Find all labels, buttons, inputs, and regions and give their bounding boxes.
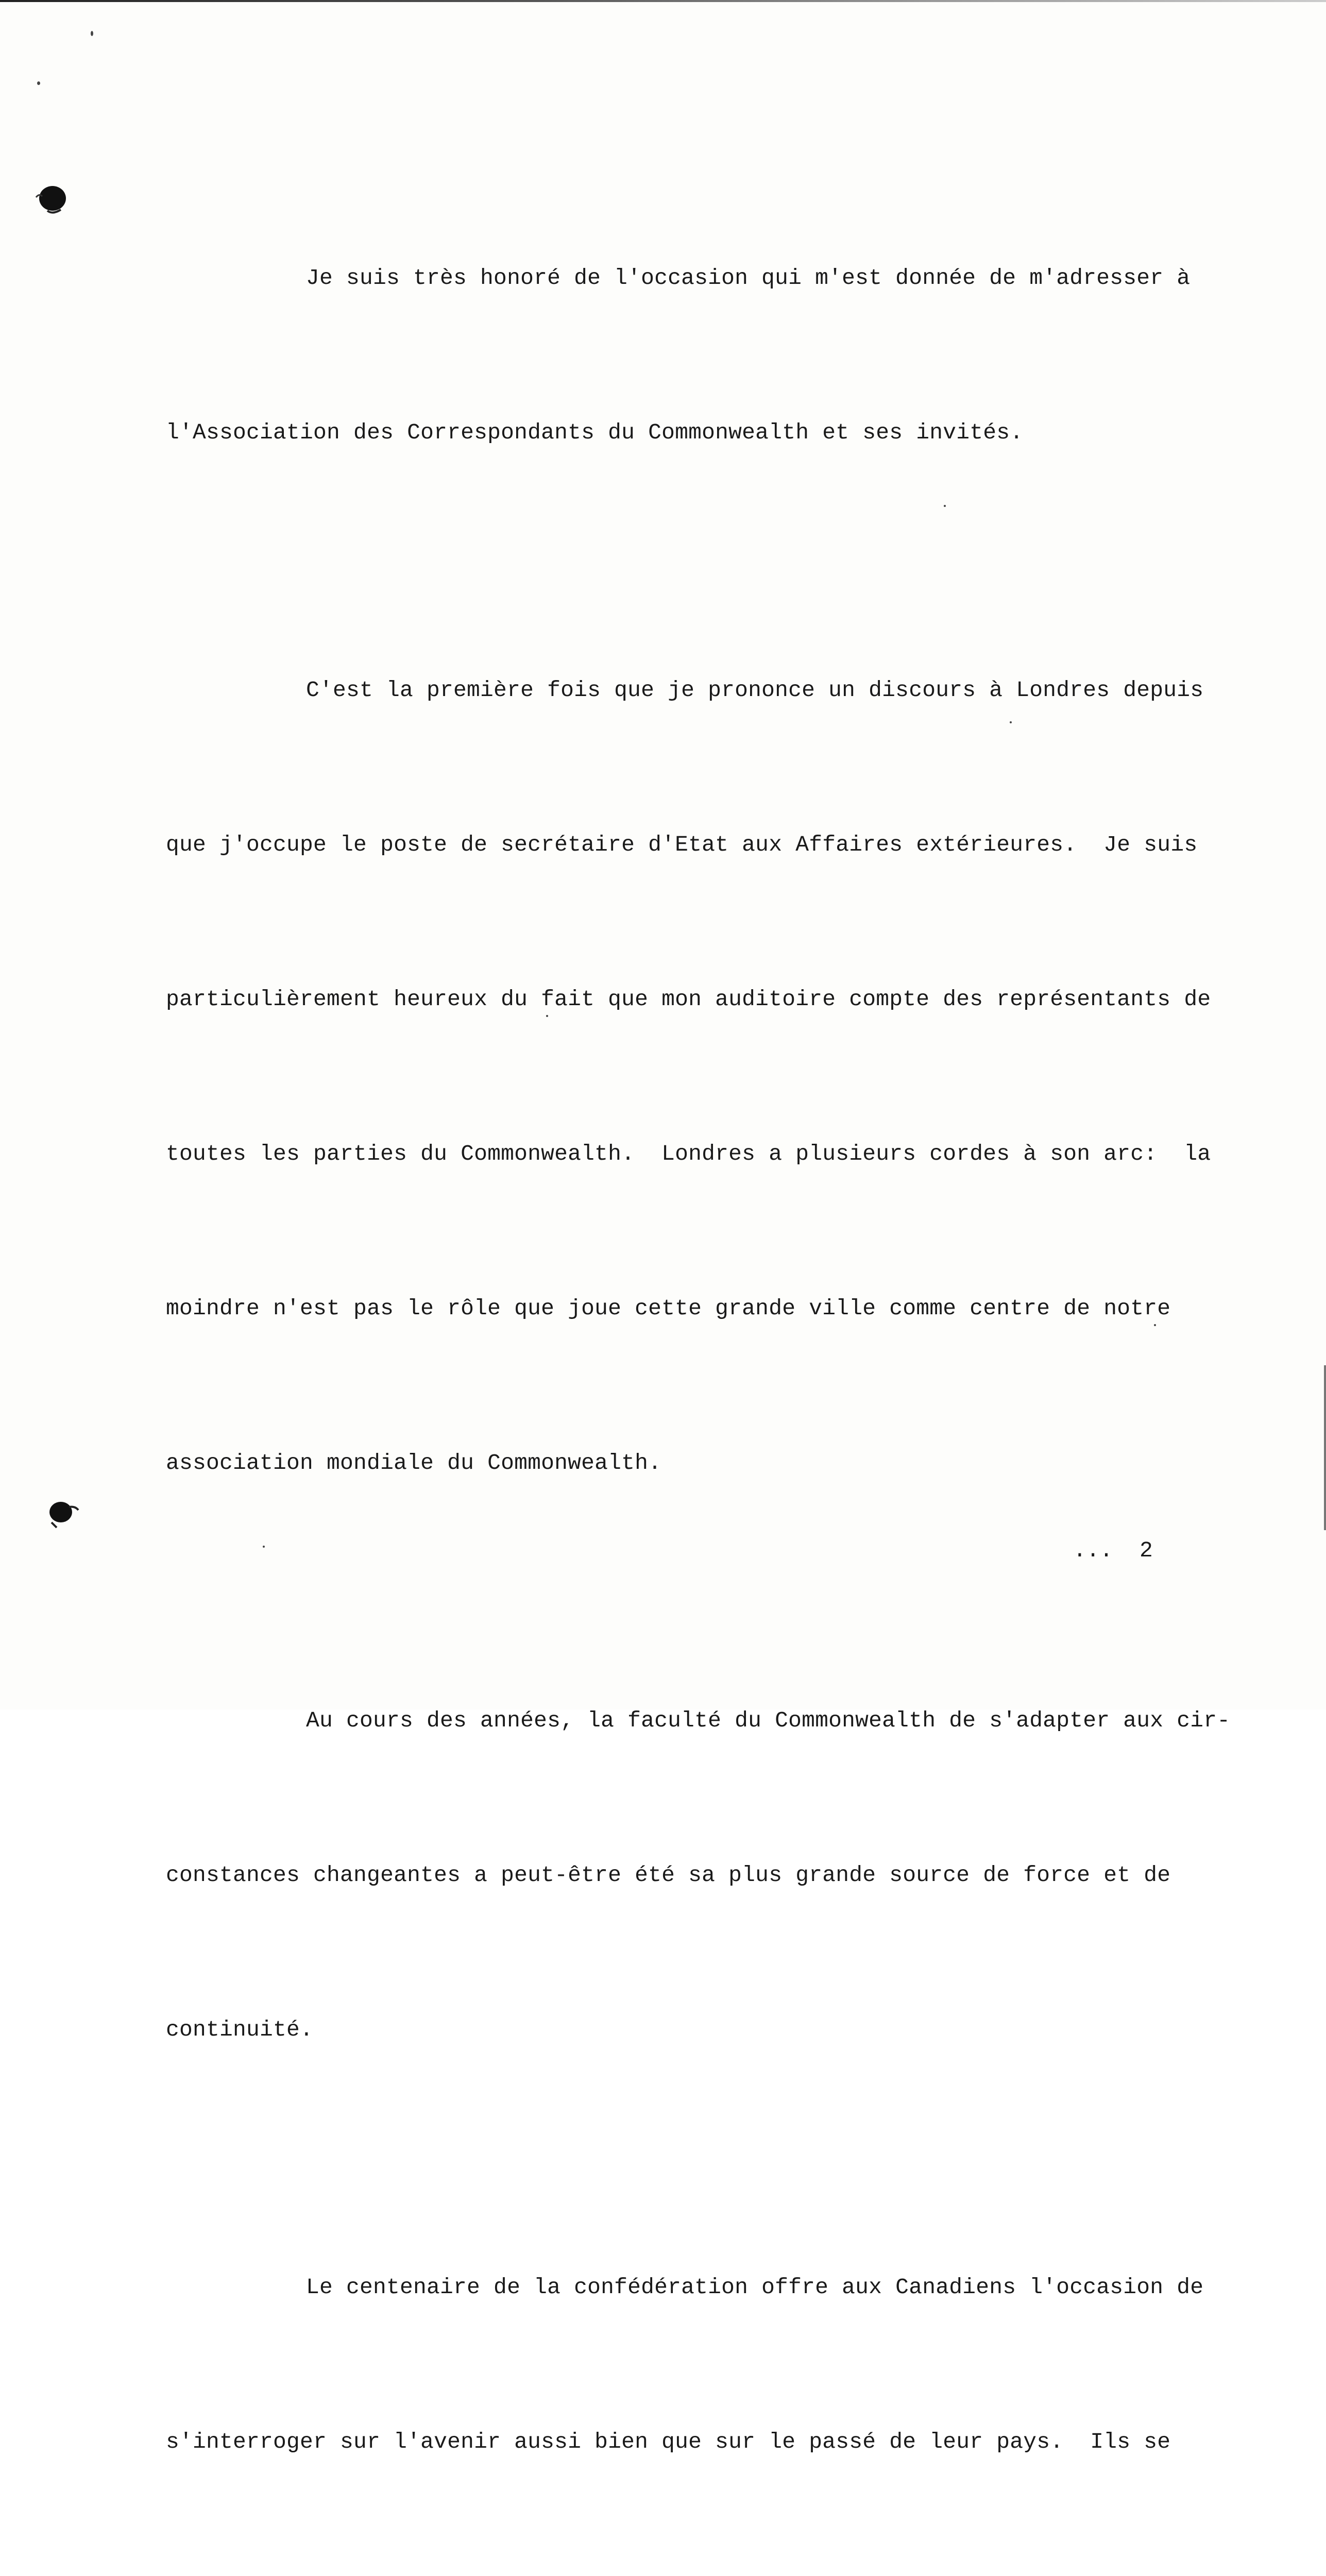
text-line: association mondiale du Commonwealth. — [166, 1450, 662, 1476]
text-line: moindre n'est pas le rôle que joue cette grande ville comme centre de notre — [166, 1296, 1171, 1321]
text-line: que j'occupe le poste de secrétaire d'Etat aux Affaires extérieures. Je suis — [166, 832, 1198, 857]
paragraph — [166, 149, 1227, 562]
text-line: C'est la première fois que je prononce un discours à Londres depuis — [306, 677, 1204, 703]
scan-speck — [37, 81, 40, 85]
paragraph — [166, 1592, 1231, 2159]
text-line: l'Association des Correspondants du Commonwealth et ses invités. — [166, 420, 1024, 445]
punch-hole-top — [32, 183, 69, 217]
paragraph — [166, 562, 1227, 1592]
paragraph — [166, 2159, 1227, 2576]
page-right-edge — [1324, 1365, 1326, 1530]
text-line: continuité. — [166, 2017, 314, 2042]
page-continuation-marker: ... 2 — [1073, 1538, 1153, 1563]
text-line: constances changeantes a peut-être été sa plus grande source de force et de — [166, 1862, 1171, 1888]
text-line: toutes les parties du Commonwealth. Londres a plusieurs cordes à son arc: la — [166, 1141, 1211, 1166]
punch-hole-bottom — [45, 1497, 82, 1531]
text-line — [166, 2571, 1227, 2576]
page-top-edge — [0, 0, 1326, 2]
text-line: Je suis très honoré de l'occasion qui m'est donnée de m'adresser à — [306, 265, 1191, 291]
text-line: s'interroger sur l'avenir aussi bien que sur le passé de leur pays. Ils se — [166, 2429, 1171, 2454]
letter-body — [166, 149, 1231, 2576]
text-line: Le centenaire de la confédération offre aux Canadiens l'occasion de — [306, 2275, 1204, 2300]
scan-speck — [91, 31, 93, 36]
text-line: particulièrement heureux du fait que mon auditoire compte des représentants de — [166, 987, 1211, 1012]
text-line: Au cours des années, la faculté du Commonwealth de s'adapter aux cir- — [306, 1708, 1231, 1733]
